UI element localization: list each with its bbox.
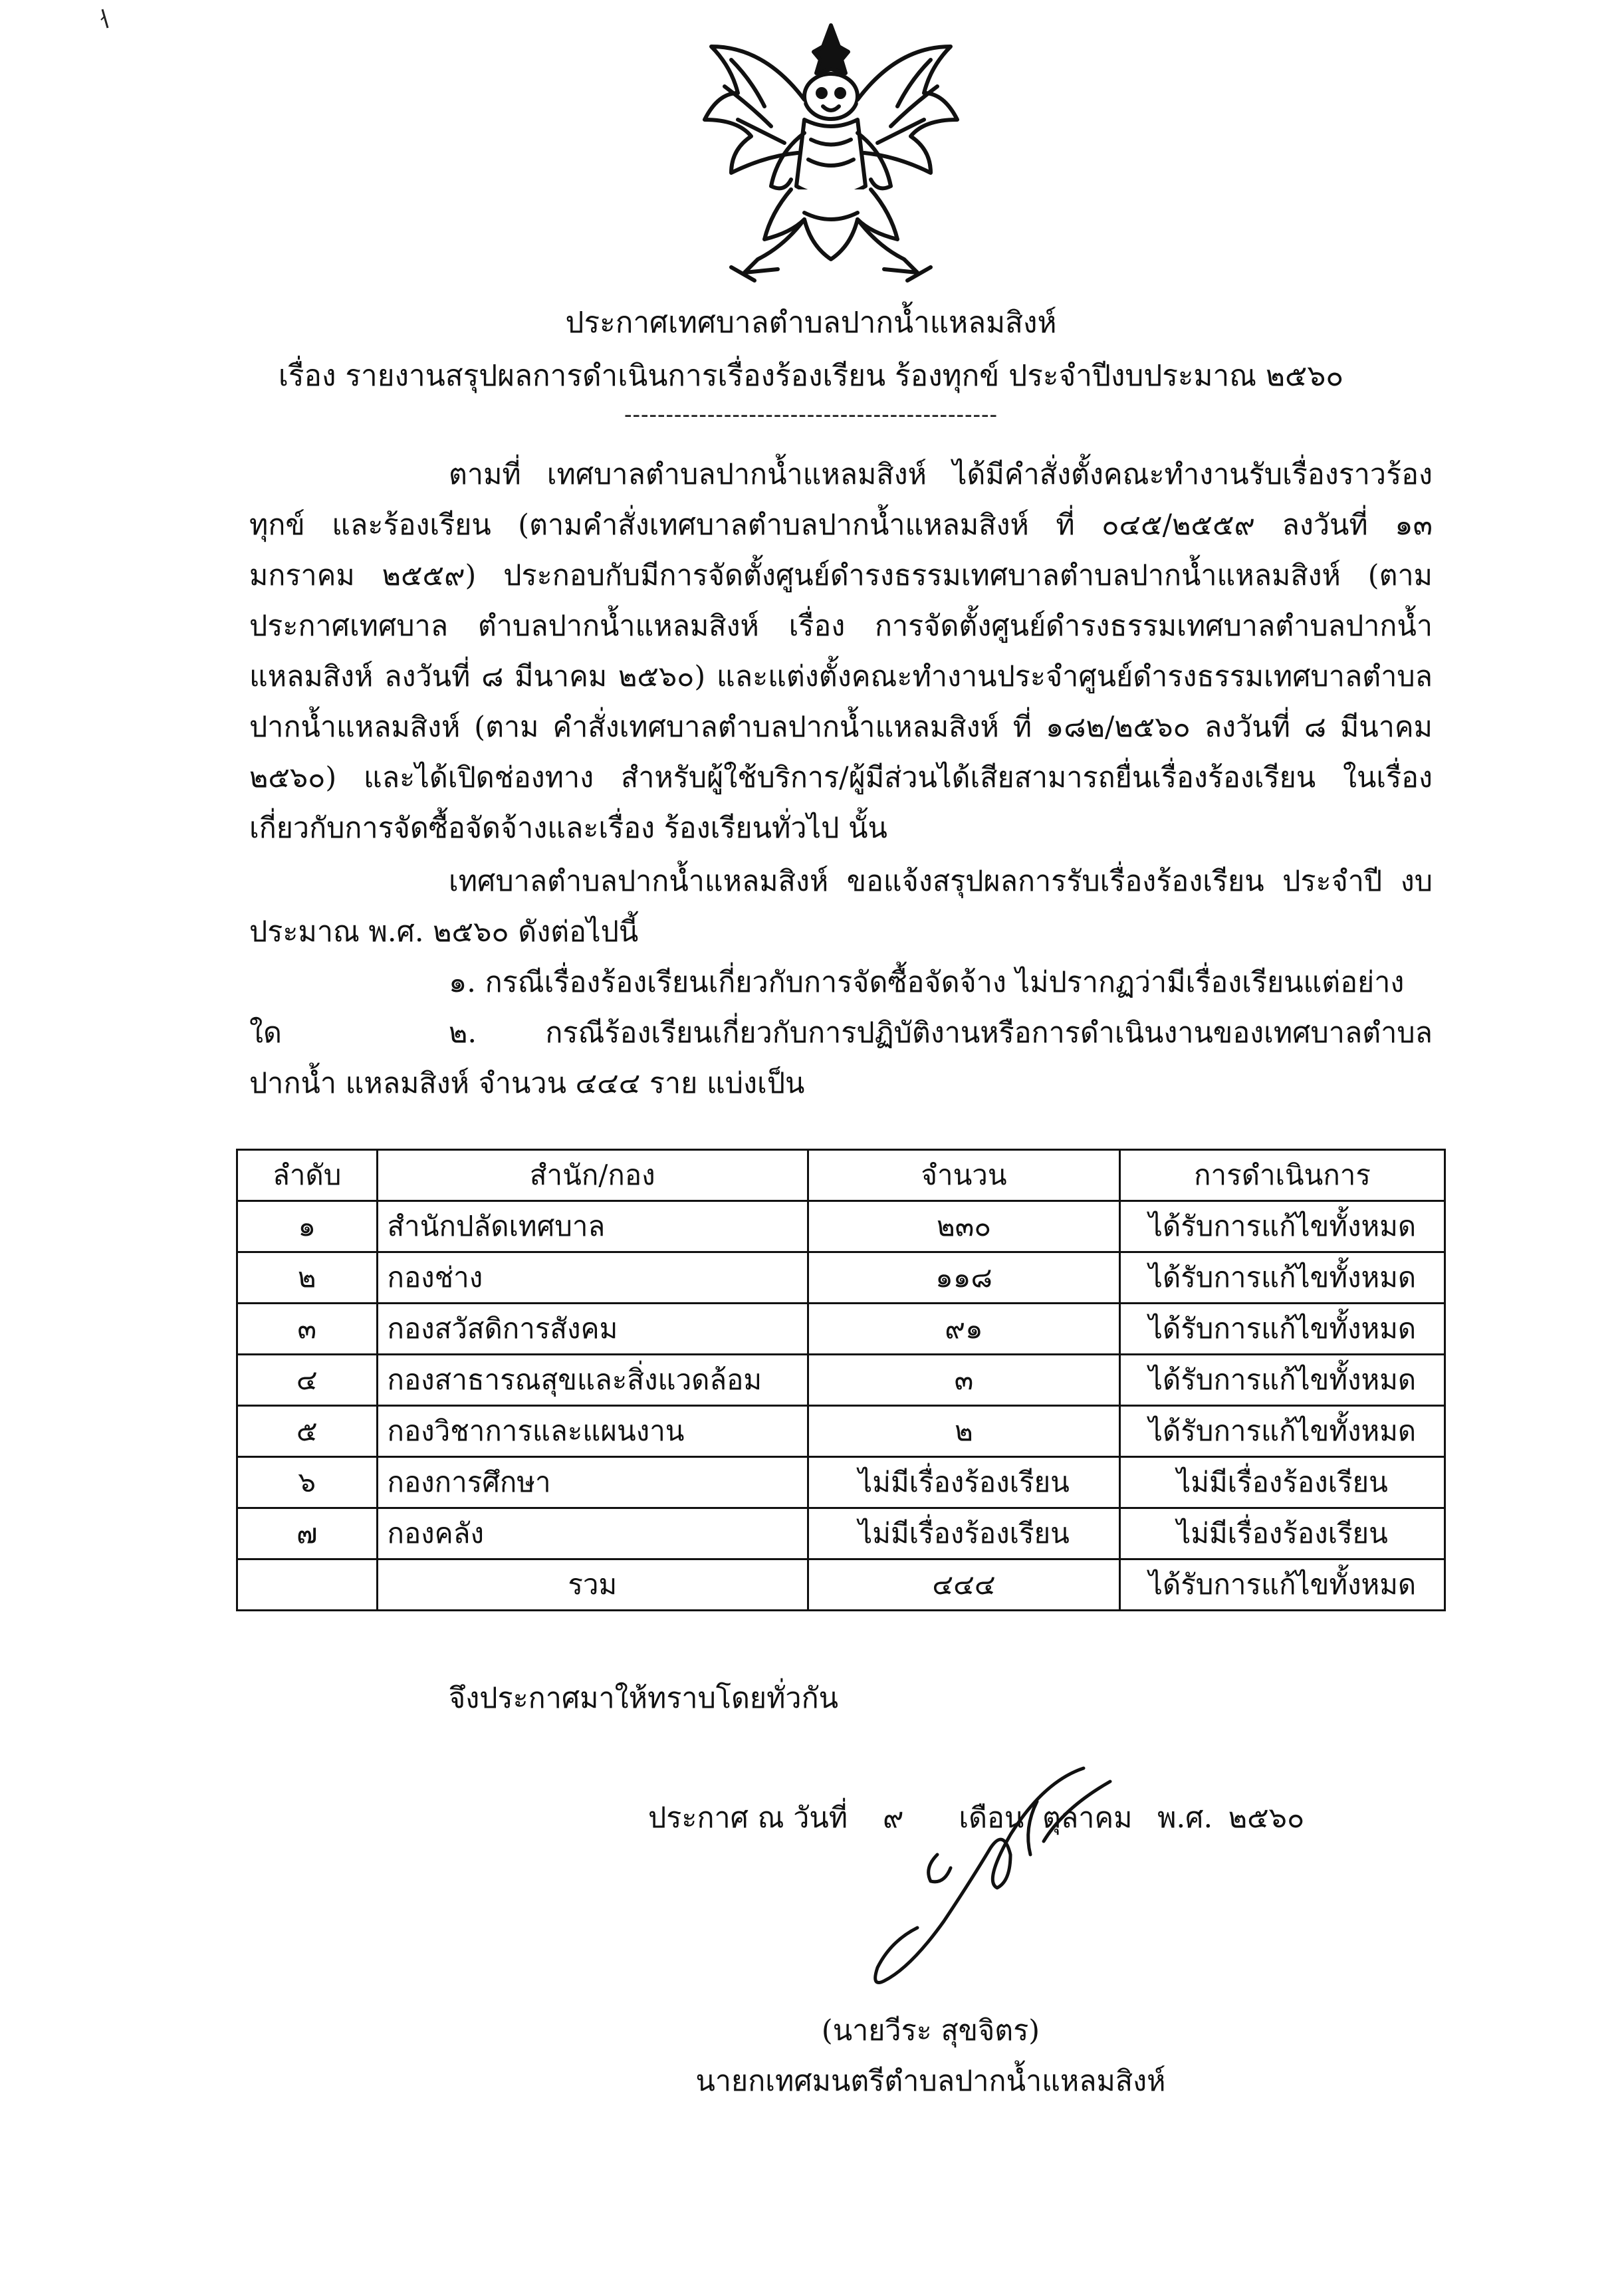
- complaint-summary-table: [236, 1149, 1446, 1611]
- header-no: ลำดับ: [237, 1150, 378, 1201]
- body-paragraph-2: เทศบาลตำบลปากน้ำแหลมสิงห์ ขอแจ้งสรุปผลการรับเรื่องร้องเรียน ประจำปี งบประมาณ พ.ศ. ๒๕๖๐ ดังต่อไปนี้: [249, 865, 1433, 949]
- table-row: [237, 1201, 1445, 1252]
- total-action: ได้รับการแก้ไขทั้งหมด: [1120, 1559, 1445, 1611]
- row-count: ไม่มีเรื่องร้องเรียน: [808, 1508, 1119, 1559]
- row-no: ๕: [237, 1406, 378, 1457]
- row-count: ๓: [808, 1355, 1119, 1406]
- list-item-1: ๑. กรณีเรื่องร้องเรียนเกี่ยวกับการจัดซื้อจัดจ้าง ไม่ปรากฏว่ามีเรื่องเรียนแต่อย่างใด: [249, 966, 1405, 1050]
- row-no: ๗: [237, 1508, 378, 1559]
- row-count: ๒๓๐: [808, 1201, 1119, 1252]
- signer-name: (นายวีระ สุขจิตร): [821, 2014, 1040, 2047]
- row-action: ได้รับการแก้ไขทั้งหมด: [1120, 1304, 1445, 1355]
- table-row: [237, 1457, 1445, 1508]
- row-count: ๒: [808, 1406, 1119, 1457]
- body-paragraph-1: ตามที่ เทศบาลตำบลปากน้ำแหลมสิงห์ ได้มีคำสั่งตั้งคณะทำงานรับเรื่องราวร้องทุกข์ และร้องเรียน (ตามคำสั่งเทศบาลตำบลปากน้ำแหลมสิงห์ ที่ ๐๔๕/๒๕๕๙ ลงวันที่ ๑๓ มกราคม ๒๕๕๙) ประกอบกับมีการจัดตั้งศูนย์ดำรงธรรมเทศบาลตำบลปากน้ำแหลมสิงห์ (ตามประกาศเทศบาล ตำบลปากน้ำแหลมสิงห์ เรื่อง การจัดตั้งศูนย์ดำรงธรรมเทศบาลตำบลปากน้ำแหลมสิงห์ ลงวันที่ ๘ มีนาคม ๒๕๖๐) และแต่งตั้งคณะทำงานประจำศูนย์ดำรงธรรมเทศบาลตำบลปากน้ำแหลมสิงห์ (ตาม คำสั่งเทศบาลตำบลปากน้ำแหลมสิงห์ ที่ ๑๘๒/๒๕๖๐ ลงวันที่ ๘ มีนาคม ๒๕๖๐) และได้เปิดช่องทาง สำหรับผู้ใช้บริการ/ผู้มีส่วนได้เสียสามารถยื่นเรื่องร้องเรียน ในเรื่องเกี่ยวกับการจัดซื้อจัดจ้างและเรื่อง ร้องเรียนทั่วไป นั้น: [249, 458, 1433, 845]
- table-row: [237, 1304, 1445, 1355]
- row-unit: กองคลัง: [377, 1508, 808, 1559]
- list-item-2: ๒. กรณีร้องเรียนเกี่ยวกับการปฏิบัติงานหรือการดำเนินงานของเทศบาลตำบลปากน้ำ แหลมสิงห์ จำนวน ๔๔๔ ราย แบ่งเป็น: [249, 1016, 1433, 1100]
- total-label: รวม: [377, 1559, 808, 1611]
- separator-line: ---------------------------------------------: [624, 402, 998, 428]
- total-empty-cell: [237, 1559, 378, 1611]
- row-unit: กองช่าง: [377, 1252, 808, 1304]
- row-no: ๓: [237, 1304, 378, 1355]
- garuda-emblem-icon: [691, 20, 971, 286]
- row-unit: กองสาธารณสุขและสิ่งแวดล้อม: [377, 1355, 808, 1406]
- row-action: ไม่มีเรื่องร้องเรียน: [1120, 1457, 1445, 1508]
- stray-ink-mark: [98, 8, 112, 31]
- table-row: [237, 1508, 1445, 1559]
- table-row: [237, 1355, 1445, 1406]
- row-action: ได้รับการแก้ไขทั้งหมด: [1120, 1406, 1445, 1457]
- row-unit: สำนักปลัดเทศบาล: [377, 1201, 808, 1252]
- row-unit: กองการศึกษา: [377, 1457, 808, 1508]
- table-row: [237, 1252, 1445, 1304]
- signer-title: นายกเทศมนตรีตำบลปากน้ำแหลมสิงห์: [695, 2065, 1166, 2098]
- date-month: ตุลาคม: [1042, 1801, 1133, 1835]
- announcement-title: ประกาศเทศบาลตำบลปากน้ำแหลมสิงห์: [565, 306, 1057, 340]
- row-count: ๑๑๘: [808, 1252, 1119, 1304]
- row-no: ๖: [237, 1457, 378, 1508]
- row-count: ๙๑: [808, 1304, 1119, 1355]
- row-unit: กองวิชาการและแผนงาน: [377, 1406, 808, 1457]
- row-action: ได้รับการแก้ไขทั้งหมด: [1120, 1355, 1445, 1406]
- date-day: ๙: [883, 1801, 904, 1835]
- table-header-row: [237, 1150, 1445, 1201]
- header-count: จำนวน: [808, 1150, 1119, 1201]
- header-action: การดำเนินการ: [1120, 1150, 1445, 1201]
- table-row: [237, 1406, 1445, 1457]
- row-no: ๑: [237, 1201, 378, 1252]
- header-unit: สำนัก/กอง: [377, 1150, 808, 1201]
- row-action: ได้รับการแก้ไขทั้งหมด: [1120, 1252, 1445, 1304]
- total-count: ๔๔๔: [808, 1559, 1119, 1611]
- announcement-subject: เรื่อง รายงานสรุปผลการดำเนินการเรื่องร้องเรียน ร้องทุกข์ ประจำปีงบประมาณ ๒๕๖๐: [278, 359, 1344, 393]
- row-unit: กองสวัสดิการสังคม: [377, 1304, 808, 1355]
- date-year-label: พ.ศ.: [1157, 1801, 1213, 1835]
- table-total-row: [237, 1559, 1445, 1611]
- date-year: ๒๕๖๐: [1228, 1801, 1305, 1835]
- row-action: ได้รับการแก้ไขทั้งหมด: [1120, 1201, 1445, 1252]
- date-month-label: เดือน: [959, 1801, 1024, 1835]
- date-prefix: ประกาศ ณ วันที่: [648, 1801, 848, 1835]
- row-no: ๔: [237, 1355, 378, 1406]
- closing-statement: จึงประกาศมาให้ทราบโดยทั่วกัน: [449, 1682, 839, 1715]
- row-count: ไม่มีเรื่องร้องเรียน: [808, 1457, 1119, 1508]
- row-no: ๒: [237, 1252, 378, 1304]
- row-action: ไม่มีเรื่องร้องเรียน: [1120, 1508, 1445, 1559]
- handwritten-signature: [844, 1755, 1130, 1994]
